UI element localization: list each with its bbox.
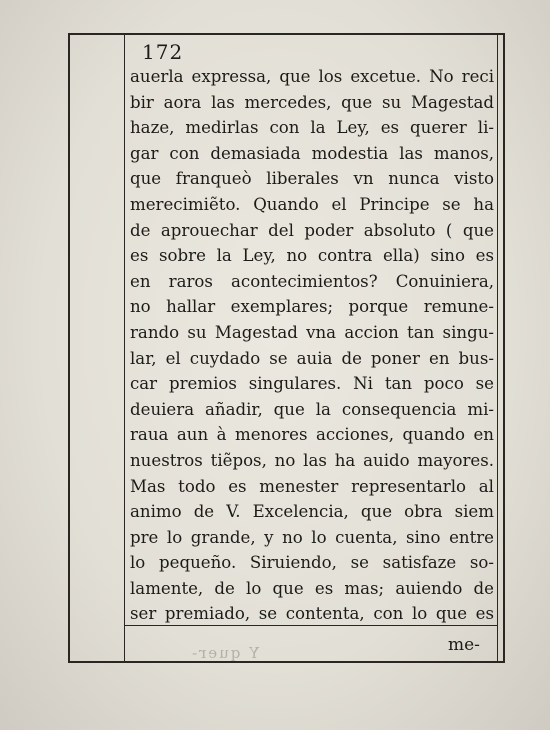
text-line: que franqueò liberales vn nunca visto [130,169,494,189]
text-line: es sobre la Ley, no contra ella) sino es [130,246,494,266]
text-line: gar con demasiada modestia las manos, [130,143,494,163]
text-line: rando su Magestad vna accion tan singu- [130,322,494,342]
body-text [130,64,494,627]
text-line: haze, medirlas con la Ley, es querer li- [130,118,494,138]
text-line: raua aun à menores acciones, quando en [130,425,494,445]
text-line: lo pequeño. Siruiendo, se satisfaze so- [130,553,494,573]
catchword: me- [448,635,480,655]
page-border-right-rule [497,33,498,663]
text-line: en raros acontecimientos? Conuiniera, [130,271,494,291]
text-line: car premios singulares. Ni tan poco se [130,374,494,394]
text-line: auerla expressa, que los excetue. No reci [130,67,494,86]
text-line: pre lo grande, y no lo cuenta, sino entre [130,527,494,547]
text-line: de aprouechar del poder absoluto ( que [130,220,494,240]
text-line: bir aora las mercedes, que su Magestad [130,92,494,112]
page-number: 172 [142,40,184,64]
bleed-through-text: Y quer- [190,644,260,662]
text-line: no hallar exemplares; porque remune- [130,297,494,317]
text-line: merecimiẽto. Quando el Principe se ha [130,194,494,214]
text-line: lamente, de lo que es mas; auiendo de [130,578,494,598]
text-line: lar, el cuydado se auia de poner en bus- [130,348,494,368]
text-line: animo de V. Excelencia, que obra siem [130,502,494,522]
page-border-left-rule [124,33,125,663]
text-line: deuiera añadir, que la consequencia mi- [130,399,494,419]
text-line: Mas todo es menester representarlo al [130,476,494,496]
text-line: nuestros tiẽpos, no las ha auido mayores. [130,450,494,470]
text-line: ser premiado, se contenta, con lo que es [130,604,494,624]
